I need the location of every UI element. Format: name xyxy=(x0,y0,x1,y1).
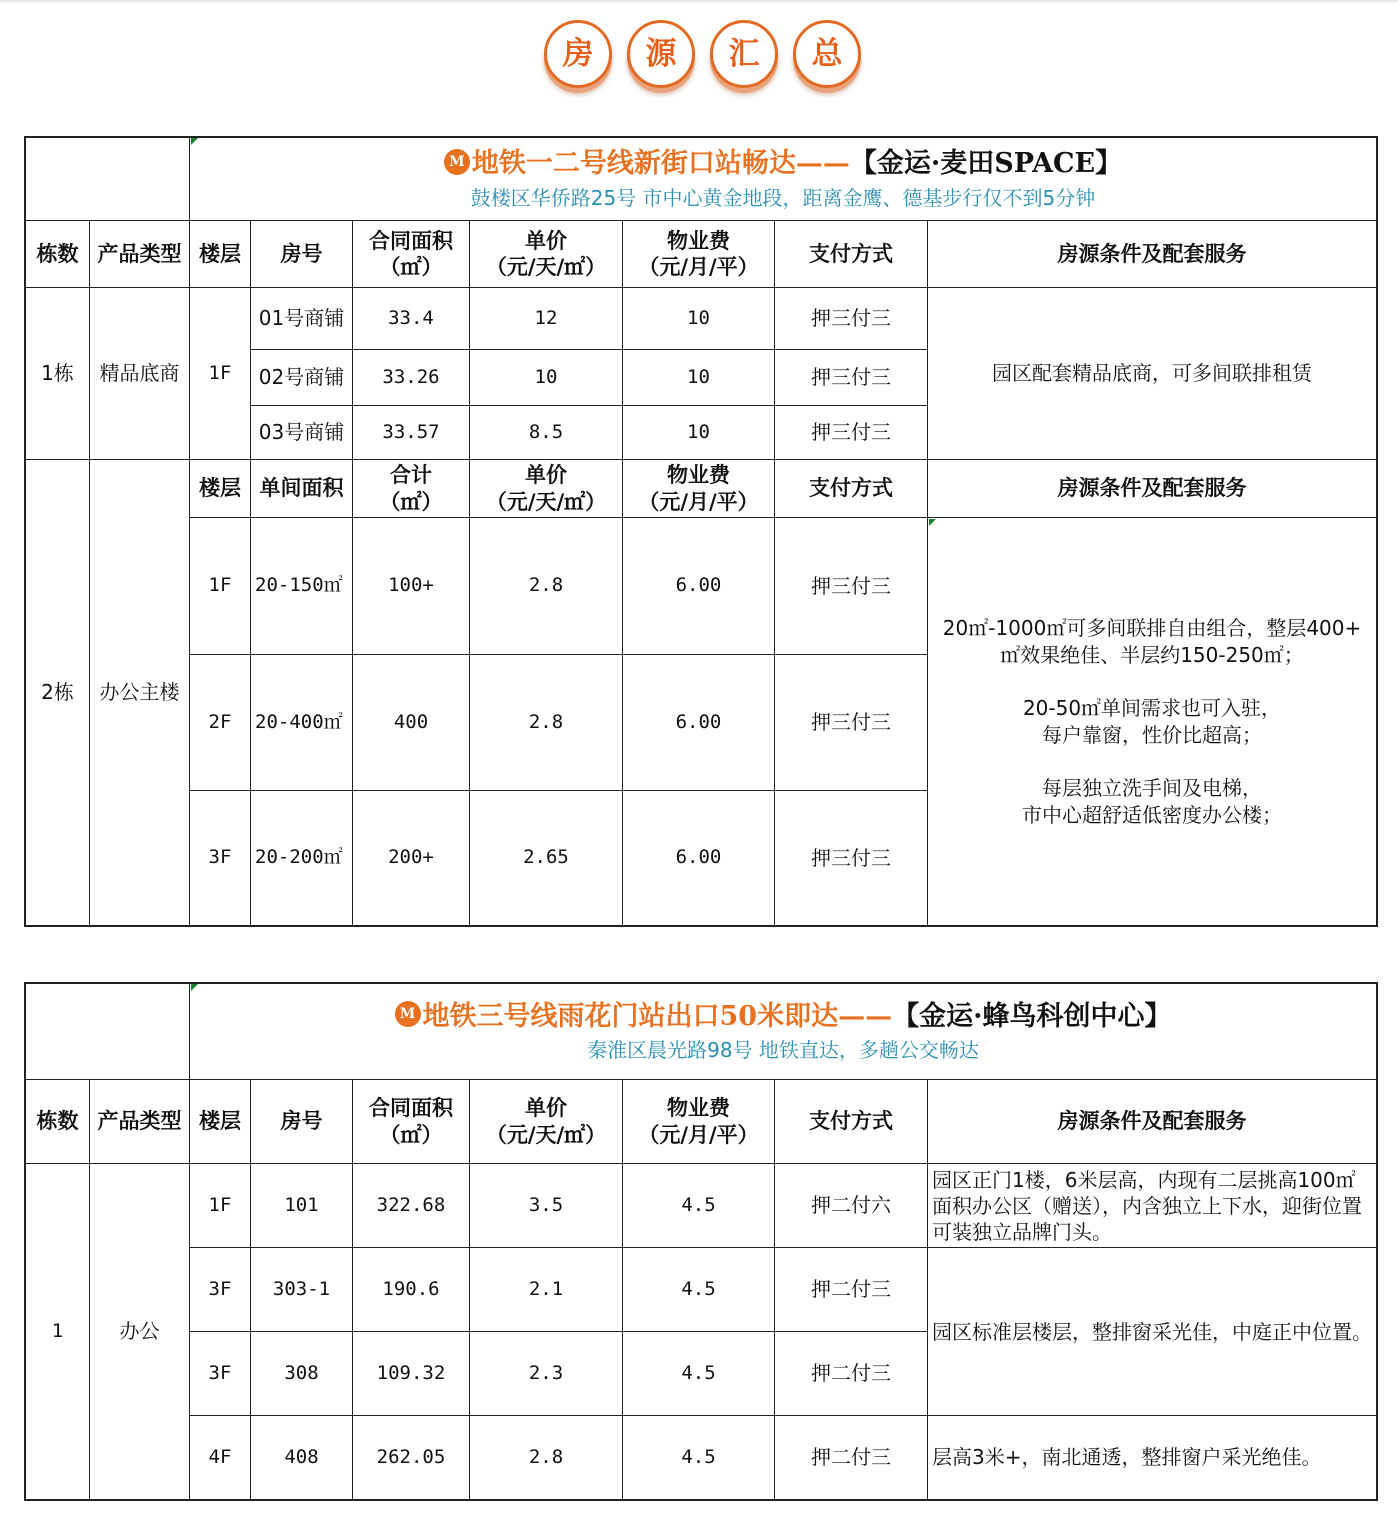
price-cell: 2.8 xyxy=(528,1445,564,1468)
col-header-price-label: 单价 xyxy=(525,463,567,488)
floor-cell: 3F xyxy=(208,1361,232,1384)
col-header-floor: 楼层 xyxy=(199,476,241,501)
pay-cell: 押二付三 xyxy=(811,1361,891,1385)
service-cell: 层高3米+，南北通透，整排窗户采光绝佳。 xyxy=(932,1445,1322,1469)
total-cell: 100+ xyxy=(388,574,434,597)
metro-icon: M xyxy=(444,149,470,175)
col-header-service: 房源条件及配套服务 xyxy=(1057,476,1247,501)
col-header-product: 产品类型 xyxy=(97,241,182,266)
service-cell: 园区正门1楼，6米层高，内现有二层挑高100㎡面积办公区（赠送），内含独立上下水，迎街位置可装独立品牌门头。 xyxy=(932,1167,1362,1244)
service-line: 市中心超舒适低密度办公楼； xyxy=(1022,802,1282,827)
total-cell: 200+ xyxy=(388,846,434,869)
table1-subtitle: 鼓楼区华侨路25号 市中心黄金地段，距离金鹰、德基步行仅不到5分钟 xyxy=(470,185,1096,210)
col-header-fee-label: 物业费 xyxy=(667,1096,730,1121)
price-cell: 2.3 xyxy=(528,1361,564,1384)
room-cell: 101 xyxy=(284,1193,319,1216)
area-cell: 33.26 xyxy=(382,365,440,388)
unit-area-cell: 20-400㎡ xyxy=(255,710,343,733)
table2-title-text: 地铁三号线雨花门站出口50米即达—— xyxy=(422,1000,893,1032)
table1-title xyxy=(444,146,1122,182)
col-header-total xyxy=(353,460,469,517)
col-header-fee-unit: （元/月/平） xyxy=(638,489,759,514)
room-cell: 308 xyxy=(284,1361,319,1384)
floor-cell: 1F xyxy=(208,361,232,384)
floor-cell: 1F xyxy=(208,1193,232,1216)
col-header-room: 房号 xyxy=(280,241,323,266)
table1-brand: 【金运·麦田SPACE】 xyxy=(849,148,1123,180)
fee-cell: 10 xyxy=(687,306,710,329)
col-header-unit-area: 单间面积 xyxy=(259,476,344,501)
room-cell: 01号商铺 xyxy=(258,306,345,330)
price-cell: 2.65 xyxy=(523,846,569,869)
fee-cell: 10 xyxy=(687,420,710,443)
table2-title xyxy=(395,999,1172,1035)
fee-cell: 4.5 xyxy=(681,1193,716,1216)
table2-subtitle: 秦淮区晨光路98号 地铁直达，多趟公交畅达 xyxy=(587,1038,979,1063)
service-line: 20㎡-1000㎡可多间联排自由组合，整层400+ xyxy=(942,615,1362,640)
pay-cell: 押二付六 xyxy=(811,1193,891,1217)
col-header-price-unit: （元/天/㎡） xyxy=(485,255,607,279)
product-cell: 办公 xyxy=(119,1319,160,1343)
building-cell: 1 xyxy=(51,1319,64,1342)
building-cell: 1栋 xyxy=(41,361,74,385)
col-header-building: 栋数 xyxy=(36,1109,79,1134)
floor-cell: 3F xyxy=(208,846,232,869)
col-header-area-unit: （㎡） xyxy=(379,255,443,279)
col-header-total-label: 合计 xyxy=(390,463,432,488)
header-char-3: 汇 xyxy=(710,20,778,88)
room-cell: 03号商铺 xyxy=(258,420,345,444)
pay-cell: 押三付三 xyxy=(811,573,891,598)
room-cell: 303-1 xyxy=(272,1277,331,1300)
price-cell: 2.8 xyxy=(528,574,564,597)
col-header-fee xyxy=(623,1080,774,1163)
col-header-service: 房源条件及配套服务 xyxy=(1057,1109,1247,1134)
floor-cell: 2F xyxy=(208,710,232,733)
room-cell: 02号商铺 xyxy=(258,365,345,389)
pay-cell: 押三付三 xyxy=(811,710,891,734)
top-divider xyxy=(0,0,1398,2)
service-line: 20-50㎡单间需求也可入驻， xyxy=(1022,695,1282,720)
col-header-area-label: 合同面积 xyxy=(369,228,453,253)
col-header-floor: 楼层 xyxy=(199,241,241,266)
col-header-area-unit: （㎡） xyxy=(379,1122,443,1147)
room-cell: 408 xyxy=(284,1445,319,1468)
col-header-room: 房号 xyxy=(280,1109,323,1134)
price-cell: 8.5 xyxy=(528,420,564,443)
area-cell: 33.57 xyxy=(382,420,440,443)
fee-cell: 4.5 xyxy=(681,1361,716,1384)
total-cell: 400 xyxy=(393,710,429,733)
col-header-price xyxy=(470,460,622,517)
col-header-area xyxy=(353,1080,469,1163)
table2-brand: 【金运·蜂鸟科创中心】 xyxy=(892,1000,1172,1032)
col-header-price xyxy=(470,1080,622,1163)
pay-cell: 押二付三 xyxy=(811,1445,891,1469)
col-header-building: 栋数 xyxy=(36,241,79,266)
col-header-fee-label: 物业费 xyxy=(667,463,730,488)
col-header-price-unit: （元/天/㎡） xyxy=(485,489,607,514)
col-header-fee-unit: （元/月/平） xyxy=(638,1122,759,1147)
col-header-pay: 支付方式 xyxy=(809,476,893,501)
fee-cell: 6.00 xyxy=(675,574,722,597)
area-cell: 322.68 xyxy=(376,1193,446,1216)
pay-cell: 押三付三 xyxy=(811,306,891,330)
table2-title-block xyxy=(190,984,1376,1079)
product-cell: 精品底商 xyxy=(99,361,180,385)
floor-cell: 1F xyxy=(208,574,232,597)
col-header-fee-label: 物业费 xyxy=(667,228,730,253)
pay-cell: 押三付三 xyxy=(811,365,891,389)
col-header-area xyxy=(353,221,469,287)
fee-cell: 6.00 xyxy=(675,846,722,869)
price-cell: 12 xyxy=(534,306,558,329)
service-line: ㎡效果绝佳、半层约150-250㎡； xyxy=(1000,642,1304,667)
col-header-price xyxy=(470,221,622,287)
service-line: 每户靠窗，性价比超高； xyxy=(1042,722,1262,747)
product-cell: 办公主楼 xyxy=(99,680,180,704)
header-char-1: 房 xyxy=(544,20,612,88)
col-header-total-unit: （㎡） xyxy=(379,489,443,514)
service-cell xyxy=(928,518,1376,925)
price-cell: 2.1 xyxy=(528,1277,564,1300)
price-cell: 10 xyxy=(534,365,558,388)
floor-cell: 4F xyxy=(208,1445,232,1468)
col-header-service: 房源条件及配套服务 xyxy=(1057,241,1247,266)
fee-cell: 4.5 xyxy=(681,1445,716,1468)
table1-title-text: 地铁一二号线新街口站畅达—— xyxy=(471,148,850,180)
price-cell: 2.8 xyxy=(528,710,564,733)
floor-cell: 3F xyxy=(208,1277,232,1300)
pay-cell: 押二付三 xyxy=(811,1277,891,1301)
pay-cell: 押三付三 xyxy=(811,845,891,870)
header-char-2: 源 xyxy=(627,20,695,88)
metro-icon: M xyxy=(395,1001,421,1027)
fee-cell: 10 xyxy=(687,365,710,388)
header-char-4: 总 xyxy=(793,20,861,88)
service-line: 每层独立洗手间及电梯， xyxy=(1042,775,1262,800)
unit-area-cell: 20-150㎡ xyxy=(255,574,343,597)
price-cell: 3.5 xyxy=(528,1193,564,1216)
col-header-price-label: 单价 xyxy=(525,1096,567,1121)
col-header-area-label: 合同面积 xyxy=(369,1096,453,1121)
col-header-price-label: 单价 xyxy=(525,228,567,253)
building-cell: 2栋 xyxy=(41,680,74,704)
unit-area-cell: 20-200㎡ xyxy=(255,846,343,869)
col-header-floor: 楼层 xyxy=(199,1109,241,1134)
area-cell: 33.4 xyxy=(388,306,434,329)
area-cell: 190.6 xyxy=(382,1277,440,1300)
service-cell: 园区配套精品底商，可多间联排租赁 xyxy=(992,361,1312,385)
col-header-pay: 支付方式 xyxy=(809,1109,893,1134)
col-header-price-unit: （元/天/㎡） xyxy=(485,1122,607,1147)
col-header-fee-unit: （元/月/平） xyxy=(638,255,759,279)
page-header xyxy=(0,20,1398,90)
fee-cell: 4.5 xyxy=(681,1277,716,1300)
area-cell: 262.05 xyxy=(376,1445,446,1468)
col-header-product: 产品类型 xyxy=(97,1109,182,1134)
area-cell: 109.32 xyxy=(376,1361,446,1384)
pay-cell: 押三付三 xyxy=(811,420,891,444)
col-header-pay: 支付方式 xyxy=(809,241,893,266)
service-cell: 园区标准层楼层，整排窗采光佳，中庭正中位置。 xyxy=(932,1319,1372,1344)
fee-cell: 6.00 xyxy=(675,710,722,733)
col-header-fee xyxy=(623,460,774,517)
table1-title-block xyxy=(190,138,1376,220)
col-header-fee xyxy=(623,221,774,287)
